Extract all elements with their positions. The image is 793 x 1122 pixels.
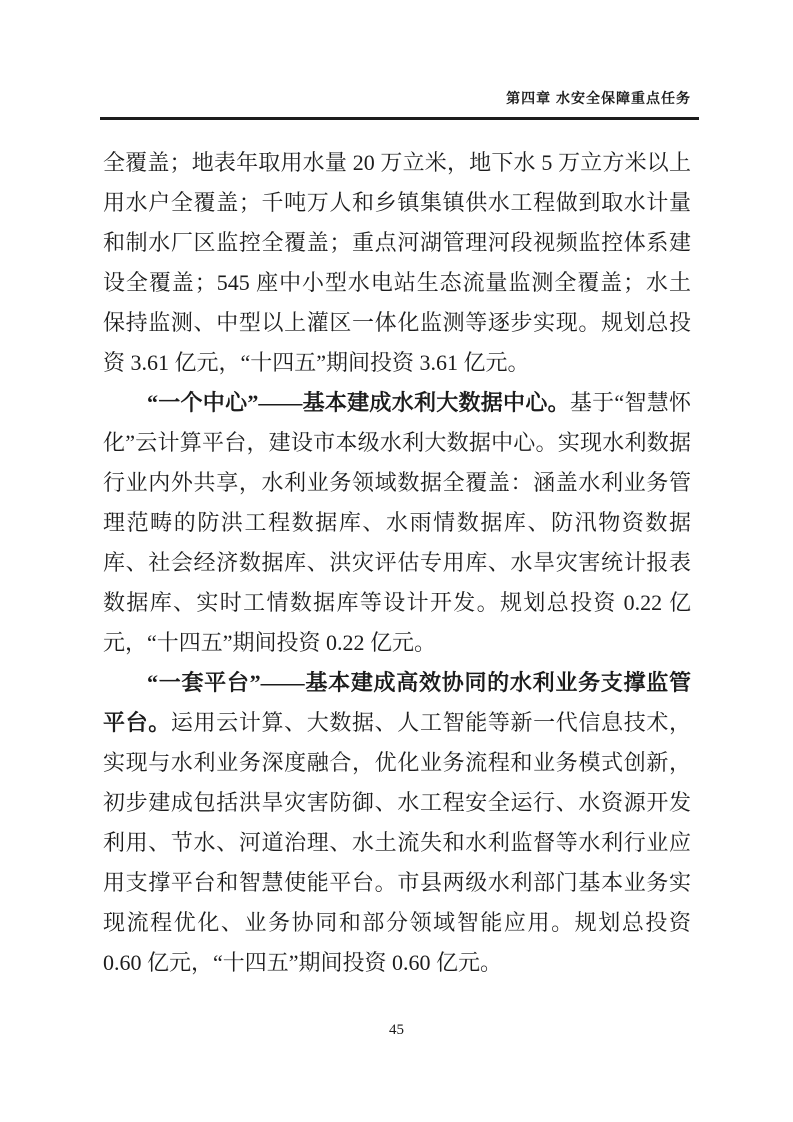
page-number: 45 bbox=[389, 1022, 404, 1038]
document-body bbox=[103, 143, 691, 983]
text-segment: 基于“智慧怀化”云计算平台，建设市本级水利大数据中心。实现水利数据行业内外共享，水利业务领域数据全覆盖：涵盖水利业务管理范畴的防洪工程数据库、水雨情数据库、防汛物资数据库、社会经济数据库、洪灾评估专用库、水旱灾害统计报表数据库、实时工情数据库等设计开发。规划总投资 0.22 亿元，“十四五”期间投资 0.22 亿元。 bbox=[103, 390, 691, 655]
paragraph bbox=[103, 143, 691, 383]
paragraph bbox=[103, 663, 691, 983]
header-rule bbox=[100, 117, 699, 120]
bold-text-segment: “一个中心”——基本建成水利大数据中心。 bbox=[147, 390, 570, 415]
bold-text-segment: “一套平台”——基本建成高效协同的水利业务支撑监管平台。 bbox=[103, 670, 691, 735]
running-header bbox=[103, 88, 691, 108]
text-segment: 全覆盖；地表年取用水量 20 万立米，地下水 5 万立方米以上用水户全覆盖；千吨万人和乡镇集镇供水工程做到取水计量和制水厂区监控全覆盖；重点河湖管理河段视频监控体系建设全覆盖；545 座中小型水电站生态流量监测全覆盖；水土保持监测、中型以上灌区一体化监测等逐步实现。规划总投资 3.61 亿元，“十四五”期间投资 3.61 亿元。 bbox=[103, 150, 691, 375]
paragraph bbox=[103, 383, 691, 663]
chapter-title: 第四章 水安全保障重点任务 bbox=[506, 90, 691, 106]
text-segment: 运用云计算、大数据、人工智能等新一代信息技术，实现与水利业务深度融合，优化业务流程和业务模式创新，初步建成包括洪旱灾害防御、水工程安全运行、水资源开发利用、节水、河道治理、水土流失和水利监督等水利行业应用支撑平台和智慧使能平台。市县两级水利部门基本业务实现流程优化、业务协同和部分领域智能应用。规划总投资 0.60 亿元，“十四五”期间投资 0.60 亿元。 bbox=[103, 710, 691, 975]
page-footer bbox=[0, 1022, 793, 1039]
